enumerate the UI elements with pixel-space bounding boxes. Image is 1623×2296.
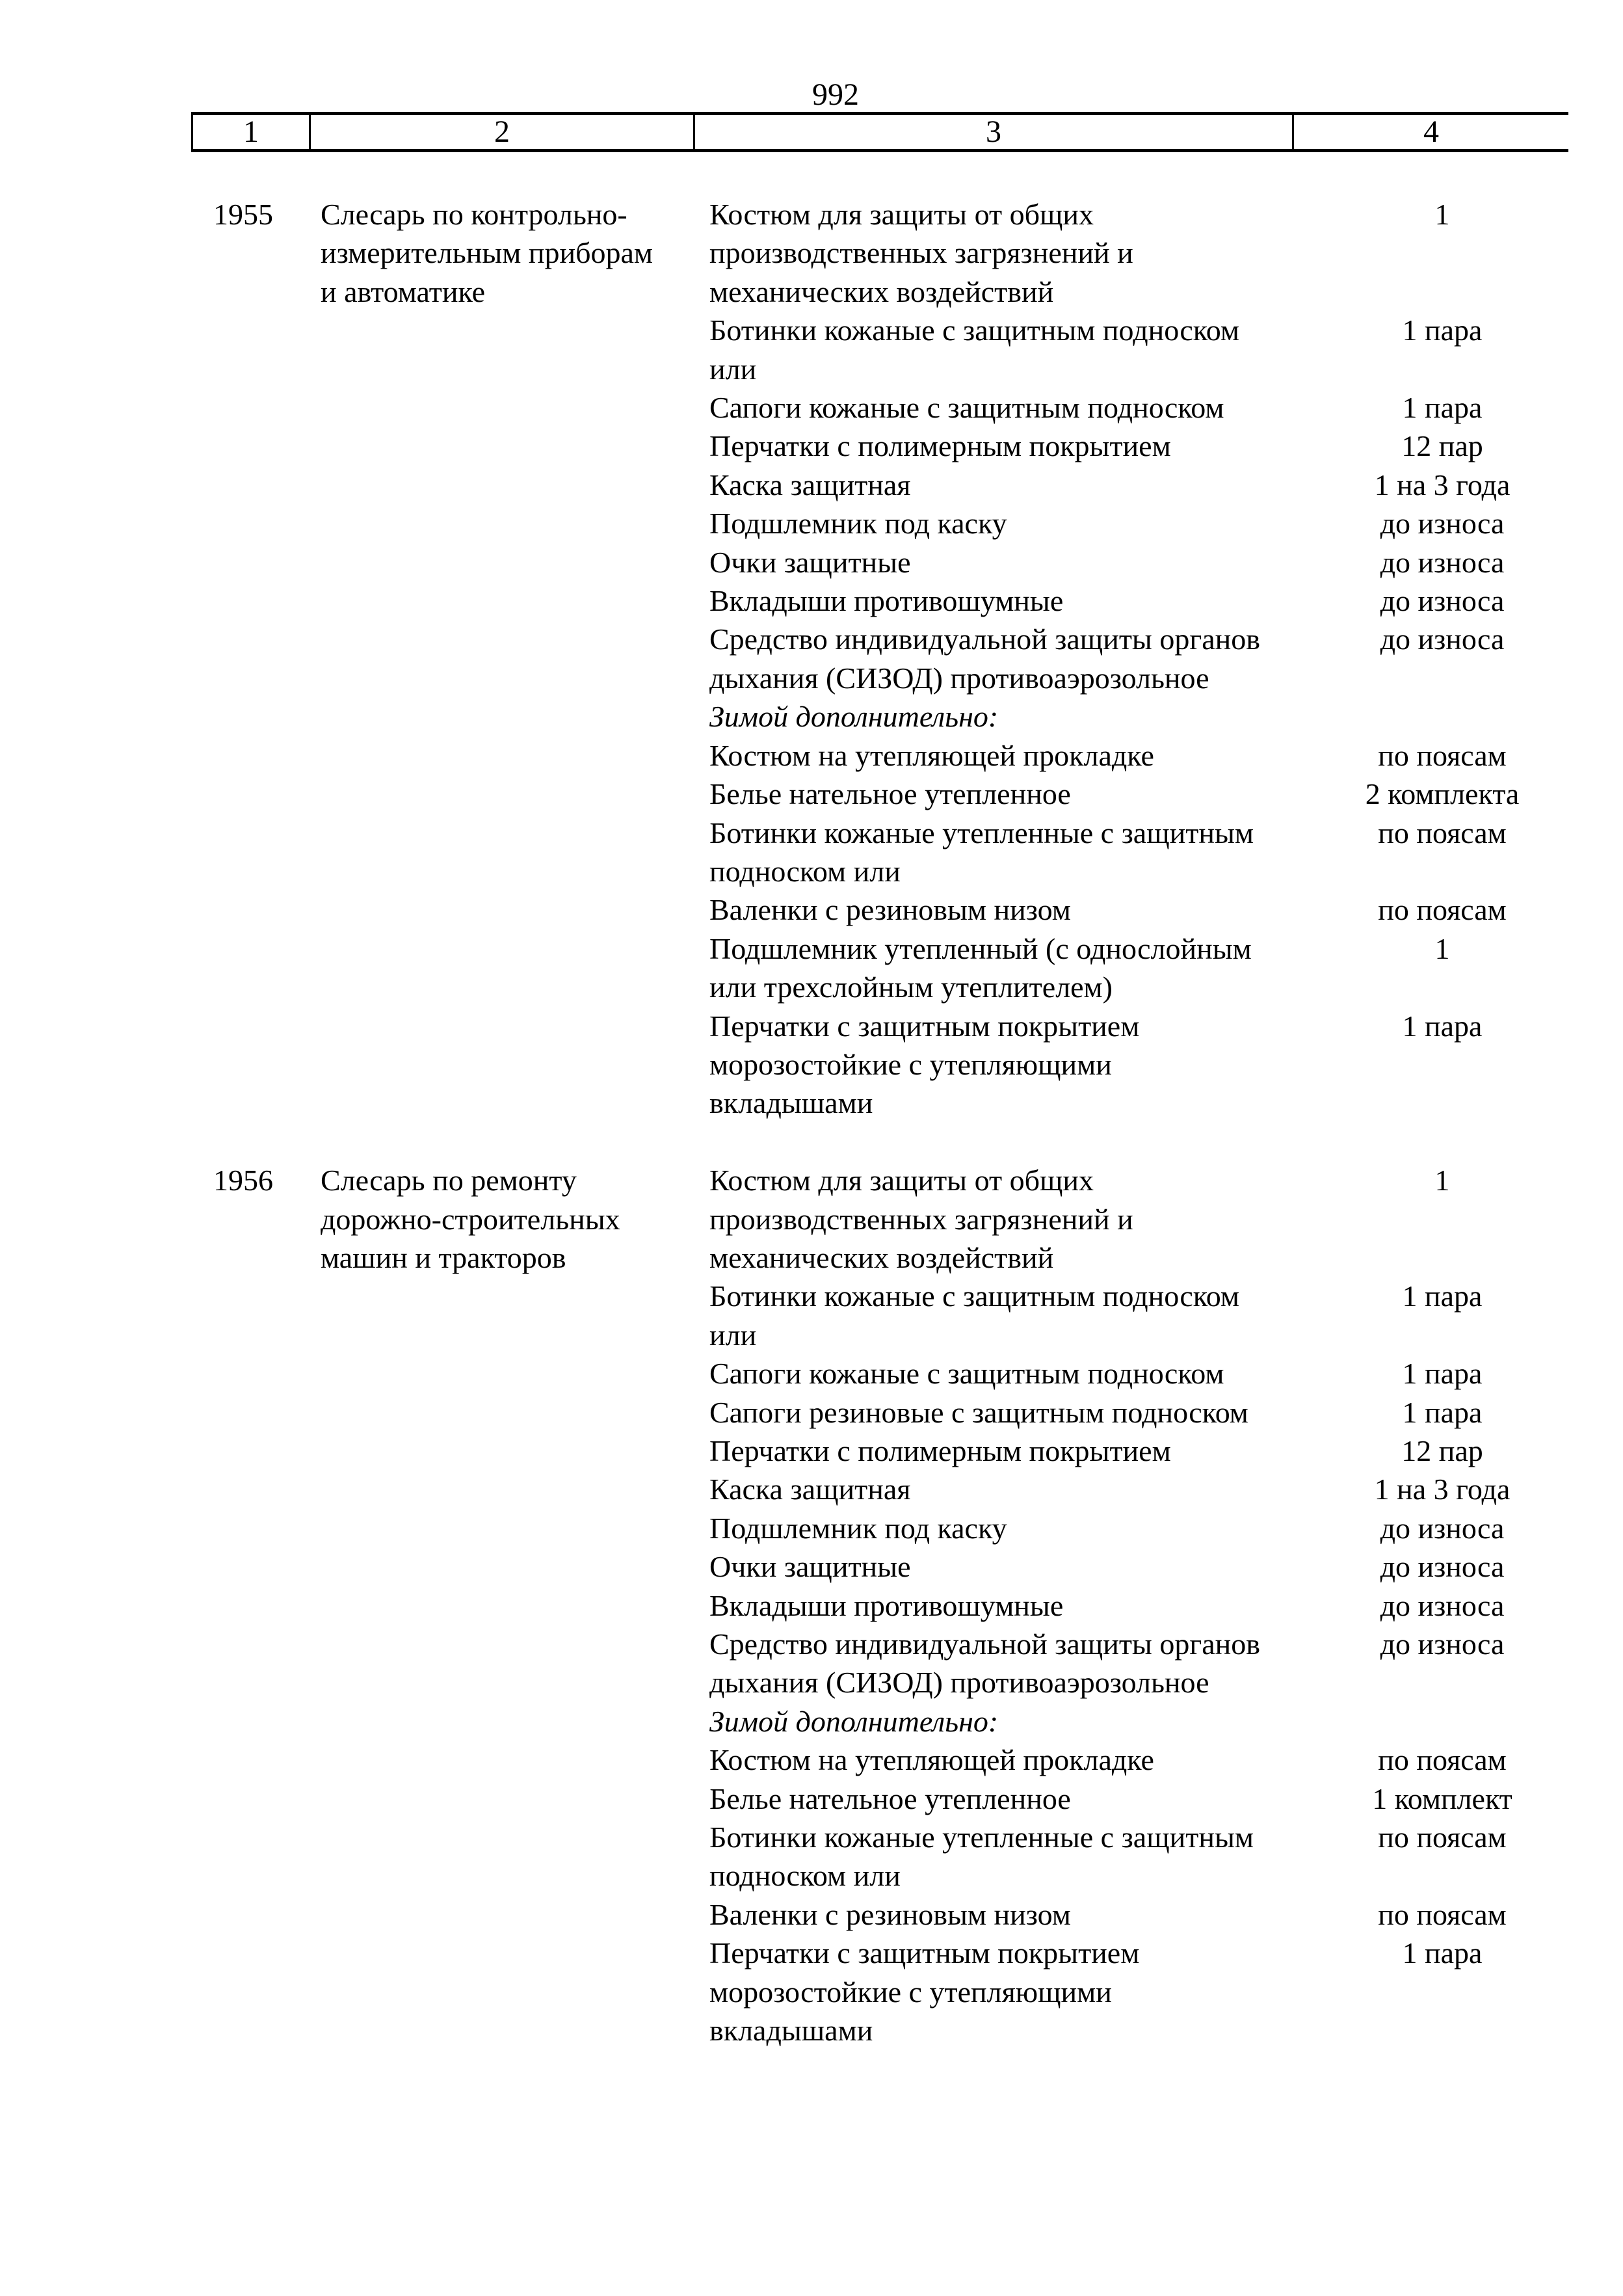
ppe-item-name: Костюм на утепляющей прокладке: [709, 738, 1154, 772]
ppe-item-name: Средство индивидуальной защиты органов дыхания (СИЗОД) противоаэрозольное: [709, 622, 1260, 695]
ppe-item-name: Сапоги кожаные с защитным подноском: [709, 1357, 1224, 1391]
ppe-item-quantity: по поясам: [1378, 1897, 1507, 1931]
ppe-item: [709, 1277, 1623, 1354]
ppe-item: [709, 466, 1623, 504]
section-subheading: [709, 697, 1623, 736]
entry-number: 1956: [213, 1164, 273, 1197]
ppe-item: [709, 1547, 1623, 1586]
entries-table-body: [0, 195, 1623, 2089]
ppe-item-quantity: 12 пар: [1401, 1434, 1483, 1467]
ppe-item-name: Ботинки кожаные с защитным подноском или: [709, 314, 1240, 386]
ppe-item-quantity: 1 пара: [1402, 1357, 1483, 1391]
column-header-1: 1: [193, 115, 311, 149]
job-title: Слесарь по ремонту дорожно-строительных машин и тракторов: [321, 1164, 620, 1274]
ppe-item: [709, 1432, 1623, 1470]
ppe-item-quantity: до износа: [1380, 507, 1505, 541]
ppe-item-name: Сапоги кожаные с защитным подноском: [709, 391, 1224, 425]
ppe-item-quantity: 2 комплекта: [1365, 777, 1520, 811]
ppe-item: [709, 1007, 1623, 1123]
ppe-item: [709, 195, 1623, 311]
ppe-item-name: Перчатки с полимерным покрытием: [709, 429, 1171, 463]
ppe-item: [709, 1780, 1623, 1818]
ppe-item-name: Ботинки кожаные утепленные с защитным подноском или: [709, 816, 1254, 888]
ppe-item-name: Костюм для защиты от общих производственных загрязнений и механических воздействий: [709, 198, 1133, 308]
ppe-item-quantity: по поясам: [1378, 1743, 1507, 1777]
ppe-item-quantity: 1 пара: [1402, 314, 1483, 347]
ppe-item-name: Вкладыши противошумные: [709, 584, 1064, 618]
ppe-item: [709, 1509, 1623, 1547]
ppe-item: [709, 388, 1623, 427]
ppe-item: [709, 1934, 1623, 2049]
ppe-item-name: Ботинки кожаные с защитным подноском или: [709, 1279, 1240, 1352]
ppe-item-name: Очки защитные: [709, 545, 911, 579]
ppe-item: [709, 427, 1623, 465]
ppe-item-quantity: до износа: [1380, 1627, 1505, 1661]
ppe-item-name: Сапоги резиновые с защитным подноском: [709, 1395, 1248, 1429]
ppe-item-quantity: 1 пара: [1402, 1009, 1483, 1043]
column-header-row: [191, 112, 1568, 152]
ppe-item-name: Средство индивидуальной защиты органов дыхания (СИЗОД) противоаэрозольное: [709, 1627, 1260, 1700]
ppe-item: [709, 1586, 1623, 1625]
ppe-item-quantity: 1 пара: [1402, 391, 1483, 425]
ppe-item-name: Подшлемник под каску: [709, 507, 1007, 541]
ppe-item-name: Белье нательное утепленное: [709, 777, 1071, 811]
ppe-item-quantity: по поясам: [1378, 1821, 1507, 1854]
ppe-item-quantity: до износа: [1380, 584, 1505, 618]
ppe-item: [709, 1895, 1623, 1934]
ppe-item-name: Каска защитная: [709, 468, 911, 501]
ppe-item: [709, 543, 1623, 581]
ppe-item: [709, 504, 1623, 542]
job-title: Слесарь по контрольно-измерительным приборам и автоматике: [321, 198, 653, 308]
ppe-item-quantity: до износа: [1380, 1588, 1505, 1622]
ppe-list: [709, 1161, 1623, 2049]
ppe-item-quantity: по поясам: [1378, 816, 1507, 849]
ppe-item-quantity: [1292, 697, 1592, 736]
page-number: 992: [812, 77, 859, 112]
ppe-item-name: Подшлемник под каску: [709, 1511, 1007, 1545]
ppe-item-name: Подшлемник утепленный (с однослойным или трехслойным утеплителем): [709, 931, 1252, 1004]
ppe-item-quantity: 1 пара: [1402, 1279, 1483, 1313]
ppe-item-name: Костюм для защиты от общих производственных загрязнений и механических воздействий: [709, 1164, 1133, 1274]
ppe-item: [709, 1818, 1623, 1895]
ppe-item: [709, 775, 1623, 813]
ppe-item-quantity: по поясам: [1378, 893, 1507, 927]
ppe-item: [709, 581, 1623, 620]
ppe-item: [709, 814, 1623, 891]
ppe-item: [709, 1741, 1623, 1779]
ppe-item-quantity: 1: [1434, 198, 1450, 231]
ppe-item-quantity: до износа: [1380, 545, 1505, 579]
ppe-item-name: Зимой дополнительно:: [709, 700, 999, 734]
ppe-list: [709, 195, 1623, 1123]
column-header-3: 3: [695, 115, 1294, 149]
ppe-item-name: Перчатки с защитным покрытием морозостойкие с утепляющими вкладышами: [709, 1936, 1140, 2048]
ppe-item-quantity: 1 на 3 года: [1374, 468, 1511, 501]
entry-1956: [0, 1161, 1623, 2049]
entry-number: 1955: [213, 198, 273, 231]
ppe-item: [709, 890, 1623, 929]
ppe-item-quantity: 1: [1434, 1164, 1450, 1197]
ppe-item: [709, 1161, 1623, 1277]
ppe-item-quantity: 1 на 3 года: [1374, 1473, 1511, 1506]
column-header-4: 4: [1423, 114, 1439, 149]
ppe-item: [709, 620, 1623, 697]
ppe-item-quantity: 1 пара: [1402, 1936, 1483, 1970]
ppe-item-name: Перчатки с полимерным покрытием: [709, 1434, 1171, 1467]
ppe-item-name: Костюм на утепляющей прокладке: [709, 1743, 1154, 1777]
ppe-item: [709, 929, 1623, 1007]
ppe-item-quantity: до износа: [1380, 1550, 1505, 1584]
section-subheading: [709, 1702, 1623, 1741]
ppe-item-quantity: до износа: [1380, 1511, 1505, 1545]
ppe-item-name: Валенки с резиновым низом: [709, 1897, 1071, 1931]
ppe-item-name: Зимой дополнительно:: [709, 1704, 999, 1738]
ppe-item-quantity: по поясам: [1378, 738, 1507, 772]
ppe-item-name: Белье нательное утепленное: [709, 1782, 1071, 1815]
ppe-item-name: Очки защитные: [709, 1550, 911, 1584]
ppe-item-name: Вкладыши противошумные: [709, 1588, 1064, 1622]
ppe-item-quantity: 12 пар: [1401, 429, 1483, 463]
ppe-item-quantity: до износа: [1380, 622, 1505, 656]
ppe-item-name: Перчатки с защитным покрытием морозостойкие с утепляющими вкладышами: [709, 1009, 1140, 1120]
ppe-item-name: Валенки с резиновым низом: [709, 893, 1071, 927]
ppe-item: [709, 1393, 1623, 1432]
ppe-item-quantity: 1 комплект: [1372, 1782, 1512, 1815]
ppe-item: [709, 1470, 1623, 1508]
ppe-item: [709, 1354, 1623, 1393]
ppe-item-quantity: [1292, 1702, 1592, 1741]
column-header-2: 2: [311, 115, 695, 149]
ppe-item: [709, 311, 1623, 388]
ppe-item-quantity: 1 пара: [1402, 1395, 1483, 1429]
ppe-item: [709, 1625, 1623, 1702]
ppe-item-name: Каска защитная: [709, 1473, 911, 1506]
ppe-item-name: Ботинки кожаные утепленные с защитным подноском или: [709, 1821, 1254, 1893]
ppe-item-quantity: 1: [1434, 931, 1450, 965]
entry-1955: [0, 195, 1623, 1123]
ppe-item: [709, 736, 1623, 775]
